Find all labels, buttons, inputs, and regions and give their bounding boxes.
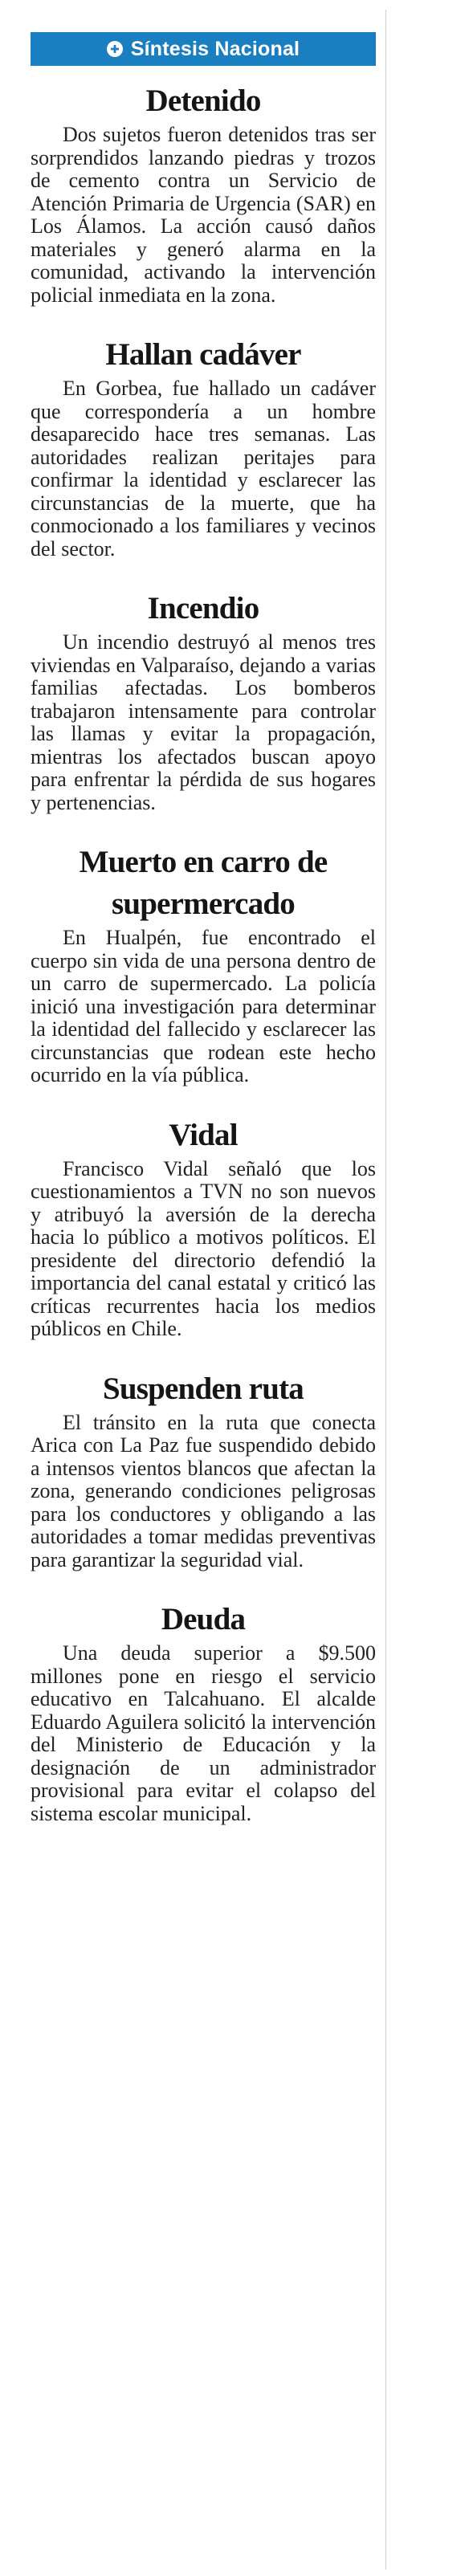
news-column	[31, 32, 376, 1825]
news-item	[31, 1368, 376, 1572]
news-headline: Incendio	[147, 591, 259, 626]
news-body: Un incendio destruyó al menos tres viviendas en Valparaíso, dejando a varias familias afectadas. Los bomberos trabajaron intensamente para controlar las llamas y evitar la propagación, mientras los afectados buscan apoyo para enfrentar la pérdida de sus hogares y pertenencias.	[31, 630, 376, 814]
news-item	[31, 842, 376, 1087]
news-headline: Suspenden ruta	[103, 1371, 304, 1406]
news-headline: Vidal	[169, 1117, 238, 1152]
column-rule	[385, 10, 386, 2570]
news-body: El tránsito en la ruta que conecta Arica con La Paz fue suspendido debido a intensos vientos blancos que afectan la zona, generando condiciones peligrosas para los conductores y obligando a las autoridades a tomar medidas preventivas para garantizar la seguridad vial.	[31, 1410, 376, 1571]
section-banner	[31, 32, 376, 66]
section-label: Síntesis Nacional	[130, 37, 300, 60]
news-body: En Hualpén, fue encontrado el cuerpo sin vida de una persona dentro de un carro de supermercado. La policía inició una investigación para determinar la identidad del fallecido y esclarecer las circunstancias que rodean este hecho ocurrido en la vía pública.	[31, 926, 376, 1086]
news-item	[31, 334, 376, 560]
news-item	[31, 1115, 376, 1341]
news-headline: Deuda	[161, 1602, 246, 1636]
news-body: Francisco Vidal señaló que los cuestionamientos a TVN no son nuevos y atribuyó la aversión de la derecha hacia lo público a motivos políticos. El presidente del directorio defendió la importancia del canal estatal y criticó las críticas recurrentes hacia los medios públicos en Chile.	[31, 1156, 376, 1340]
news-item	[31, 588, 376, 814]
news-headline: Muerto en carro de supermercado	[79, 845, 328, 921]
plus-circle-icon	[107, 41, 123, 57]
news-headline: Detenido	[145, 84, 261, 118]
news-item	[31, 1599, 376, 1825]
news-body: En Gorbea, fue hallado un cadáver que correspondería a un hombre desaparecido hace tres semanas. Las autoridades realizan peritajes para confirmar la identidad y esclarecer las circunstancias de la muerte, que ha conmocionado a los familiares y vecinos del sector.	[31, 377, 376, 560]
news-headline: Hallan cadáver	[105, 337, 301, 372]
news-item	[31, 80, 376, 307]
news-body: Dos sujetos fueron detenidos tras ser sorprendidos lanzando piedras y trozos de cemento contra un Servicio de Atención Primaria de Urgencia (SAR) en Los Álamos. La acción causó daños materiales y generó alarma en la comunidad, activando la intervención policial inmediata en la zona.	[31, 123, 376, 307]
news-body: Una deuda superior a $9.500 millones pone en riesgo el servicio educativo en Talcahuano. El alcalde Eduardo Aguilera solicitó la intervención del Ministerio de Educación y la designación de un administrador provisional para evitar el colapso del sistema escolar municipal.	[31, 1641, 376, 1825]
